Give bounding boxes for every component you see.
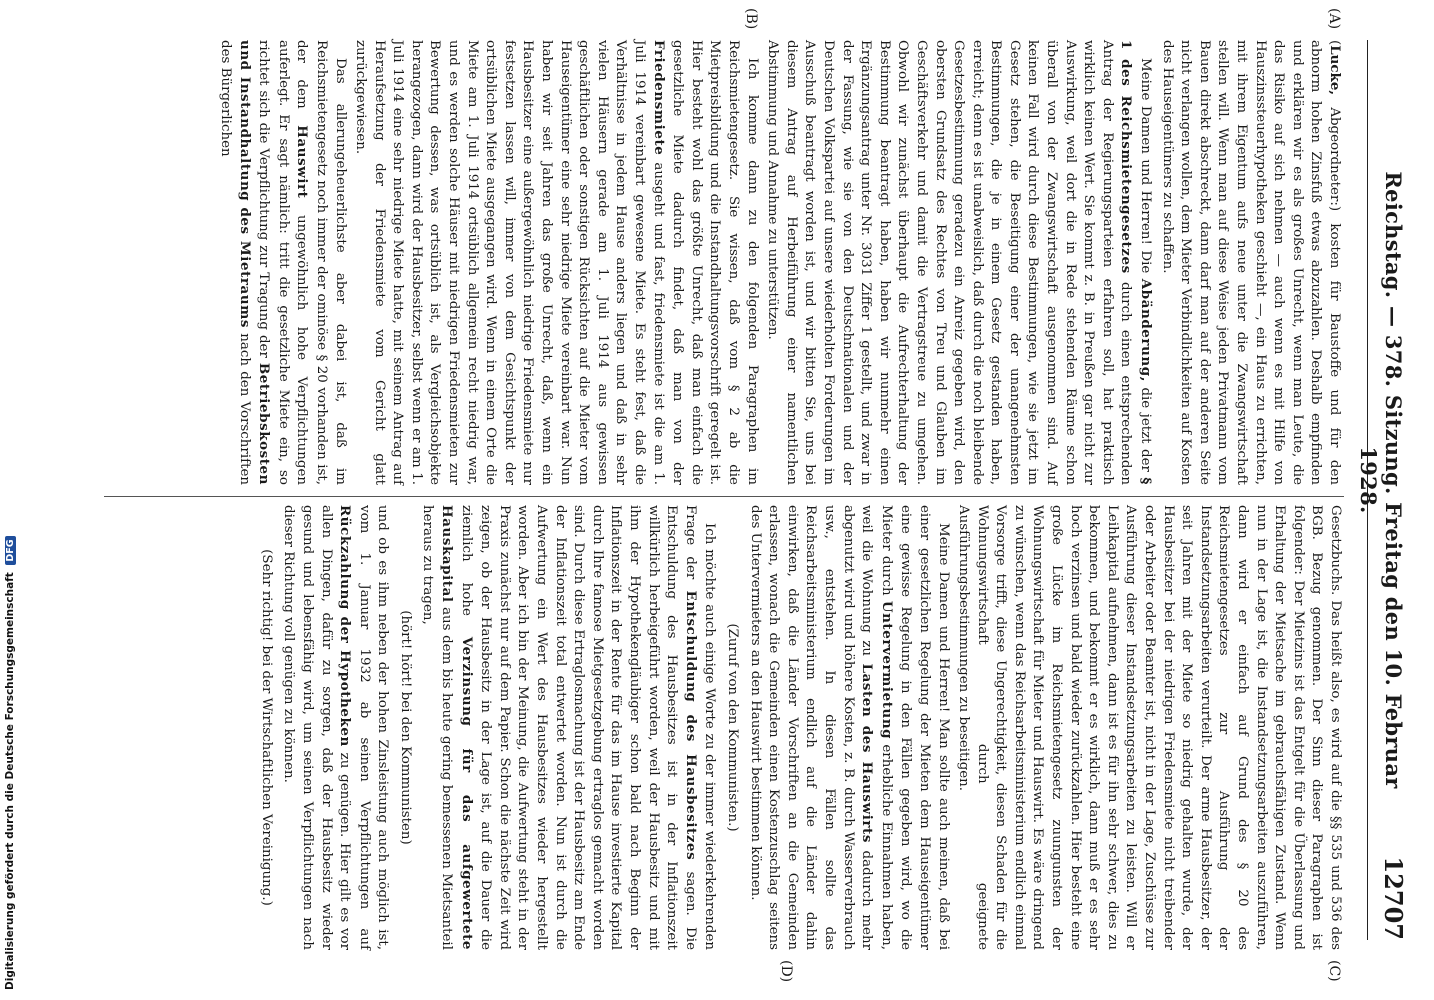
paragraph: [215, 40, 348, 485]
dfg-logo: DFG: [5, 536, 16, 564]
emphasis: Friedensmiete: [650, 40, 667, 156]
margin-marker-d: (D): [778, 960, 794, 983]
paragraph: [418, 505, 719, 950]
paragraph-text: durch einen entsprechenden Antrag der Regierungsparteien erfahren soll, hat praktisch wirklich keinen Wert. Sie kommt z. B. in Preußen gar nicht zur Auswirkung, weil dort die in Rede stehenden Räume schon überall von der Zwangswirtschaft ausgenommen sind. Auf keinen Fall wird durch diese Bestimmungen, wie sie jetzt im Gesetz stehen, die Beseitigung einer der unangenehmsten Bestimmungen, die je in einem Gesetz gestanden haben, erreicht; denn es ist unabweislich, daß durch die noch bleibende Gesetzesbestimmung geradezu ein Anreiz gegeben wird, den obersten Grundsatz des Rechtes von Treu und Glauben im Geschäftsverkehr und damit die Vertragstreue zu umgehen. Obwohl wir zunächst überhaupt die Aufrechterhaltung der Bestimmung beantragt haben, haben wir nunmehr einen Ergänzungsantrag unter Nr. 3031 Ziffer 1 gestellt, und zwar in der Fassung, wie sie von den Deutschnationalen und der Deutschen Volkspartei auf unsere wiederholten Forderungen im Ausschuß beantragt worden ist, und wir bitten Sie, uns bei diesem Antrag auf Herbeiführung einer namentlichen Abstimmung und Annahme zu unterstützen.: [765, 40, 1134, 485]
paragraph: [745, 505, 952, 950]
paragraph-text: Gesetzbuchs. Das heißt also, es wird auf die §§ 535 und 536 des BGB. Bezug genommen. Der Sinn dieser Paragraphen ist folgender: Der Mietzins ist das Entgelt für die Überlassung und Erhaltung der Mietsache im gebrauchsfähigen Zustand. Wenn nun in der Lage ist, die Instandsetzungsarbeiten auszuführen, dann wird er einfach auf Grund des § 20 des Reichsmietengesetzes zur Ausführung der Instandsetzungsarbeiten verurteilt. Der arme Hausbesitzer, der seit Jahren mit der Miete so niedrig gehalten wurde, der Hausbesitzer bei der niedrigen Friedensmiete nicht treibender oder Arbeiter oder Beamter ist, nicht in der Lage, Zuschüsse zur Ausführung dieser Instandsetzungsarbeiten zu leisten. Will er Leihkapital aufnehmen, dann ist es für ihn sehr schwer, dies zu bekommen, und bekommt er es wirklich, dann muß er es sehr hoch verzinsen und bald wieder zurückzahlen. Hier besteht eine große Lücke im Reichsmietengesetz zuungunsten der Wohnungswirtschaft für Mieter und Hauswirt. Es wäre dringend zu wünschen, wenn das Reichsarbeitsministerium endlich einmal Vorsorge trifft, diese Ungerechtigkeit, diesen Schaden für die Wohnungswirtschaft durch geeignete Ausführungsbestimmungen zu beseitigen.: [956, 505, 1343, 950]
paragraph-text: erhebliche Einnahmen haben, weil die Wohnung zu: [859, 505, 894, 951]
interjection: (Sehr richtig! bei der Wirtschaftlichen Vereinigung.): [258, 549, 274, 906]
emphasis: Hauswirt: [294, 125, 311, 199]
emphasis: § 1 des Reichsmietengesetzes: [1118, 40, 1155, 485]
page-header: [1356, 40, 1414, 940]
emphasis: Rückzahlung der Hypotheken: [337, 505, 354, 747]
paragraph-text: die jetzt der: [1138, 387, 1154, 472]
paragraph-text: Ich möchte auch einige Worte zu der immer wiederkehrenden Frage der: [682, 505, 718, 950]
paragraph-text: Meine Damen und Herren! Man sollte auch meinen, daß bei einer gesetzlichen Regelung der Mieten dem Hauseigentümer eine gewisse Regelung in den Fällen gegeben wird, wo die Mieter durch: [878, 505, 951, 950]
paragraph-text: und ob es ihm neben der hohen Zinsleistung auch möglich ist, vom 1. Januar 1932 ab seinen Verpflichtungen auf: [356, 505, 391, 950]
paragraph-text: kosten für Baustoffe und für den abnorm hohen Zinsfuß etwas abzuzahlen. Deshalb empfinden und erklären wir es als großes Unrecht, wenn man Leute, die das Risiko auf sich nehmen — auch wenn es mit Hilfe von Hauszinssteuerhypotheken geschieht —, ein Haus zu errichten, mit ihrem Eigentum aufs neue unter die Zwangswirtschaft stellen will. Wenn man auf diese Weise jeden Privatmann vom Bauen direkt abschreckt, dann darf man auf der anderen Seite nicht verlangen wollen, dem Mieter Verbindlichkeiten auf Kosten des Hauseigentümers zu schaffen.: [1159, 40, 1342, 485]
emphasis: Verzinsung für das aufgewertete Hauskapital: [439, 505, 475, 950]
margin-marker-c: (C): [1326, 960, 1342, 982]
paragraph: [351, 40, 761, 485]
paragraph: [763, 40, 1155, 485]
paragraph-text: ausgeht und fast, friedensmiete ist die am 1. Juli 1914 vereinbart gewesene Miete. Es steht fest, daß die Verhältnisse in jedem Hause anders liegen und daß in sehr vielen Häusern gerade am 1. Juli 1914 aus gewissen geschäftlichen oder sonstigen Rücksichten auf die Mieter vom Hauseigentümer eine sehr niedrige Miete vereinbart war. Nun haben wir seit Jahren das große Unrecht, daß, wenn ein Hausbesitzer eine außergewöhnlich niedrige Friedensmiete nur festsetzen lassen will, immer von dem Gesichtspunkt der ortsüblichen Miete ausgegangen wird. Wenn in einem Orte die Miete am 1. Juli 1914 ortsüblich allgemein recht niedrig war, und es werden solche Häuser mit niedrigen Friedensmieten zur Bewertung dessen, was ortsüblich ist, als Vergleichsobjekte herangezogen, dann wird der Hausbesitzer, selbst wenn er am 1. Juli 1914 eine sehr niedrige Miete hatte, mit seinem Antrag auf Heraufsetzung der Friedensmiete vom Gericht glatt zurückgewiesen.: [353, 40, 666, 485]
paragraph-text: Meine Damen und Herren! Die: [1138, 58, 1154, 274]
left-column: [104, 40, 1344, 485]
paragraph-text: sagen. Die Entschuldung des Hausbesitzes ist in der Inflationszeit willkürlich herbeigeführt worden, weil der Hausbesitz und mit ihm der Hypothekengläubiger schon bald nach Beginn der Inflationszeit in der Rente für das im Hause investierte Kapital durch Ihre famose Mietgesetzgebung ertraglos gemacht worden sind. Durch diese Ertraglosmachung ist der Hausbesitz am Ende der Inflationszeit total entwertet worden. Nun ist durch die Aufwertung ein Wert des Hausbesitzes wieder hergestellt worden. Aber ich bin der Meinung, die Aufwertung steht in der Praxis zunächst nur auf dem Papier. Schon die nächste Zeit wird zeigen, ob der Hausbesitz in der Lage ist, auf die Dauer die ziemlich hohe: [458, 505, 698, 950]
right-column: [104, 505, 1344, 950]
speaker-name: Lucke,: [1327, 45, 1343, 95]
speaker-note: Abgeordneter:: [1327, 107, 1342, 206]
emphasis: Betriebskosten und Instandhaltung des Mietraums: [236, 40, 273, 486]
margin-marker-b: (B): [743, 8, 759, 30]
column-divider: [104, 496, 1344, 497]
paragraph-text: aus dem bis heute gering bemessenen Mietsanteil heraus zu tragen,: [420, 505, 455, 950]
emphasis: Lasten des Hauswirts: [859, 663, 876, 843]
emphasis: Untervermietung: [878, 600, 895, 740]
emphasis: Abänderung,: [1138, 278, 1155, 382]
paragraph: (Lucke, Abgeordneter:) kosten für Baustoffe und für den abnorm hohen Zinsfuß etwas abzuzahlen. Deshalb empfinden und erklären wir es als großes Unrecht, wenn man Leute, die das Risiko auf sich nehmen — auch wenn es mit Hilfe von Hauszinssteuerhypotheken geschieht —, ein Haus zu errichten, mit ihrem Eigentum aufs neue unter die Zwangswirtschaft stellen will. Wenn man auf diese Weise jeden Privatmann vom Bauen direkt abschreckt, dann darf man auf der anderen Seite nicht verlangen wollen, dem Mieter Verbindlichkeiten auf Kosten des Hauseigentümers zu schaffen.: [1159, 40, 1343, 485]
paragraph-text: dadurch mehr abgenutzt wird und höhere Kosten, z. B. durch Wasserverbrauch usw., entstehen. In diesen Fällen sollte das Reichsarbeitsministerium endlich auf die Länder dahin einwirken, daß die Länder Vorschriften an die Gemeinden erlassen, wonach die Gemeinden einen Kostenzuschlag seitens des Untervermieters an den Hauswirt bestimmen können.: [747, 505, 875, 950]
running-title: Reichstag. — 378. Sitzung. Freitag den 10. Februar 1928.: [1356, 171, 1406, 789]
margin-marker-a: (A): [1326, 8, 1342, 30]
paragraph-text: Ich komme dann zu den folgenden Paragraphen im Reichsmietengesetz. Sie wissen, daß vom § 2 ab die Mietpreisbildung und die Instandhaltungsvorschrift geregelt ist. Hier besteht wohl das größte Unrecht, daß man einfach die gesetzliche Miete dadurch findet, daß man von der: [670, 40, 760, 485]
credit-text: Digitalisierung gefördert durch die Deutsche Forschungsgemeinschaft: [4, 572, 16, 990]
emphasis: Entschuldung des Hausbesitzes: [682, 590, 699, 861]
page-number: 12707: [1379, 856, 1408, 940]
paragraph: [954, 505, 1344, 950]
paragraph-text: nach den Vorschriften des Bürgerlichen: [217, 40, 252, 485]
paragraph: [279, 505, 392, 950]
paragraph-text: ungewöhnlich hohe Verpflichtungen auferlegt. Er sagt nämlich: tritt die gesetzliche Miete ein, so richtet sich die Verpflichtung zur Tragung der: [256, 40, 310, 485]
interjection: (Zuruf von den Kommunisten.): [725, 623, 740, 832]
paragraph-text: Das allerungeheuerlichste aber dabei ist, daß im Reichsmietengesetz noch immer der ominöse § 20 vorhanden ist, der dem: [294, 40, 348, 485]
interjection: (hört! hört! bei den Kommunisten): [397, 610, 413, 845]
paragraph-text: zu genügen. Hier gilt es vor allen Dingen, dafür zu sorgen, daß der Hausbesitz wieder gesund und lebensfähig wird, um seinen Verpflichtungen nach dieser Richtung voll genügen zu können.: [281, 505, 353, 951]
